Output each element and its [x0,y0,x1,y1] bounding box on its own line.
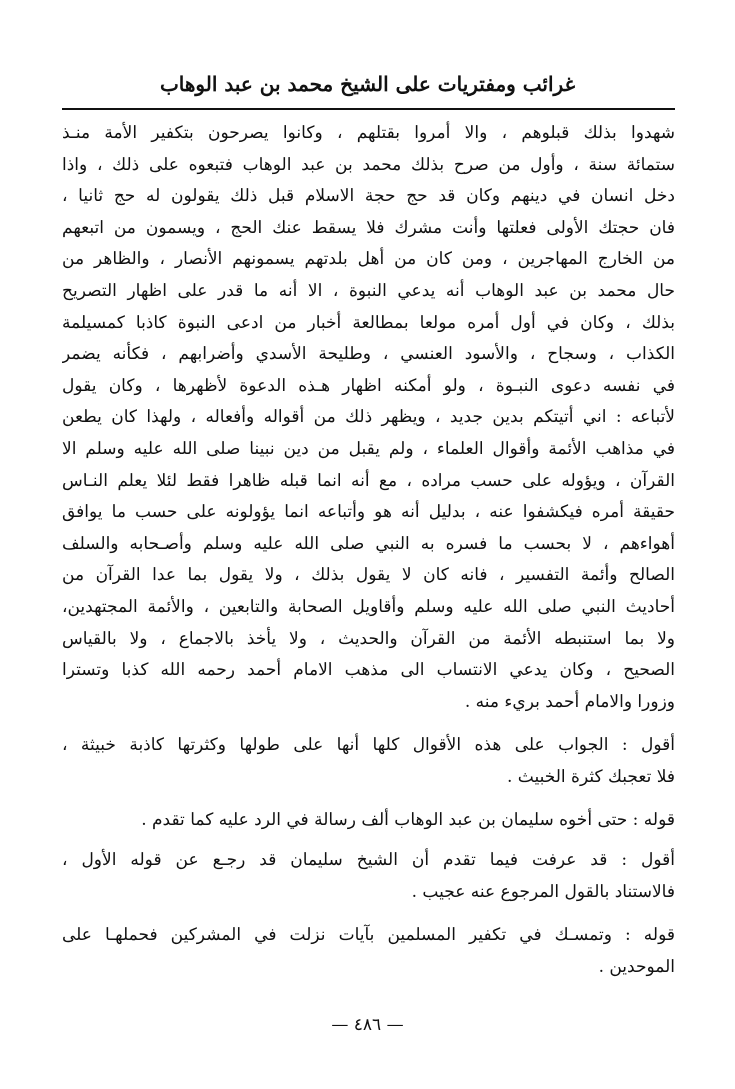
text-line: دخل انسان في دينهم وكان قد حج حجة الاسلام قبل ذلك يقولون له حج ثانيا ، [62,186,675,207]
paragraph [62,805,675,837]
text-line: وزورا والامام أحمد بريء منه . [464,691,675,712]
text-line: أهواءهم ، لا بحسب ما فسره به النبي صلى الله عليه وسلم وأصـحابه والسلف [62,533,675,554]
text-line: حال محمد بن عبد الوهاب أنه يدعي النبوة ، الا أنه ما قدر على اظهار التصريح [62,280,675,301]
text-line: من الخارج المهاجرين ، ومن كان من أهل بلدتهم يسمونهم الأنصار ، والظاهر من [62,249,675,270]
body-text [62,118,675,983]
header-divider [62,108,675,110]
text-line: ستمائة سنة ، وأول من صرح بذلك محمد بن عبد الوهاب فتبعوه على ذلك ، واذا [62,154,675,175]
text-line: فالاستناد بالقول المرجوع عنه عجيب . [411,881,675,902]
text-line: ولا بما استنبطه الأئمة من القرآن والحديث ، ولا يأخذ بالاجماع ، ولا بالقياس [62,628,675,649]
text-line: في نفسه دعوى النبـوة ، ولو أمكنه اظهار هـذه الدعوة لأظهرها ، وكان يقول [62,375,675,396]
paragraph [62,730,675,793]
text-line: قوله : وتمسـك في تكفير المسلمين بآيات نزلت في المشركين فحملهـا على [62,925,675,946]
text-line: حقيقة أمره فيكشفوا عنه ، بدليل أنه هو وأتباعه انما يؤولونه على حسب ما يوافق [62,502,675,523]
paragraph [62,845,675,908]
text-line: لأتباعه : اني أتيتكم بدين جديد ، ويظهر ذلك من أقواله وأفعاله ، ولهذا كان يطعن [62,407,675,428]
text-line: في مذاهب الأئمة وأقوال العلماء ، ولم يقبل من دين نبينا صلى الله عليه وسلم الا [62,438,675,459]
text-line: أقول : الجواب على هذه الأقوال كلها أنها على طولها وكثرتها كاذبة خبيثة ، [62,735,675,756]
text-line: قوله : حتى أخوه سليمان بن عبد الوهاب ألف رسالة في الرد عليه كما تقدم . [141,810,675,831]
text-line: الكذاب ، وسجاح ، والأسود العنسي ، وطليحة الأسدي وأضرابهم ، فكأنه يضمر [62,344,675,365]
paragraph [62,920,675,983]
text-line: أحاديث النبي صلى الله عليه وسلم وأقاويل الصحابة والتابعين ، والأئمة المجتهدين، [62,596,675,617]
text-line: فان حجتك الأولى فعلتها وأنت مشرك فلا يسقط عنك الحج ، ويسمون من اتبعهم [62,217,675,238]
text-line: الموحدين . [598,956,675,977]
text-line: الصحيح ، وكان يدعي الانتساب الى مذهب الامام أحمد رحمه الله كذبا وتسترا [62,660,675,681]
paragraph [62,118,675,718]
text-line: الصالح وأئمة التفسير ، فانه كان لا يقول بذلك ، ولا يقول بما عدا القرآن من [62,565,675,586]
text-line: فلا تعجبك كثرة الخبيث . [507,766,675,787]
text-line: شهدوا بذلك قبلوهم ، والا أمروا بقتلهم ، وكانوا يصرحون بتكفير الأمة منـذ [62,123,675,143]
text-line: بذلك ، وكان في أول أمره مولعا بمطالعة أخبار من ادعى النبوة كاذبا كمسيلمة [62,312,675,333]
page-number: — ٤٨٦ — [331,1015,404,1035]
text-line: القرآن ، ويؤوله على حسب مراده ، مع أنه انما قبله ظاهرا فقط لئلا يعلم النـاس [62,470,675,491]
text-line: أقول : قد عرفت فيما تقدم أن الشيخ سليمان قد رجـع عن قوله الأول ، [62,850,675,871]
running-header-title: غرائب ومفتريات على الشيخ محمد بن عبد الوهاب [159,72,576,96]
